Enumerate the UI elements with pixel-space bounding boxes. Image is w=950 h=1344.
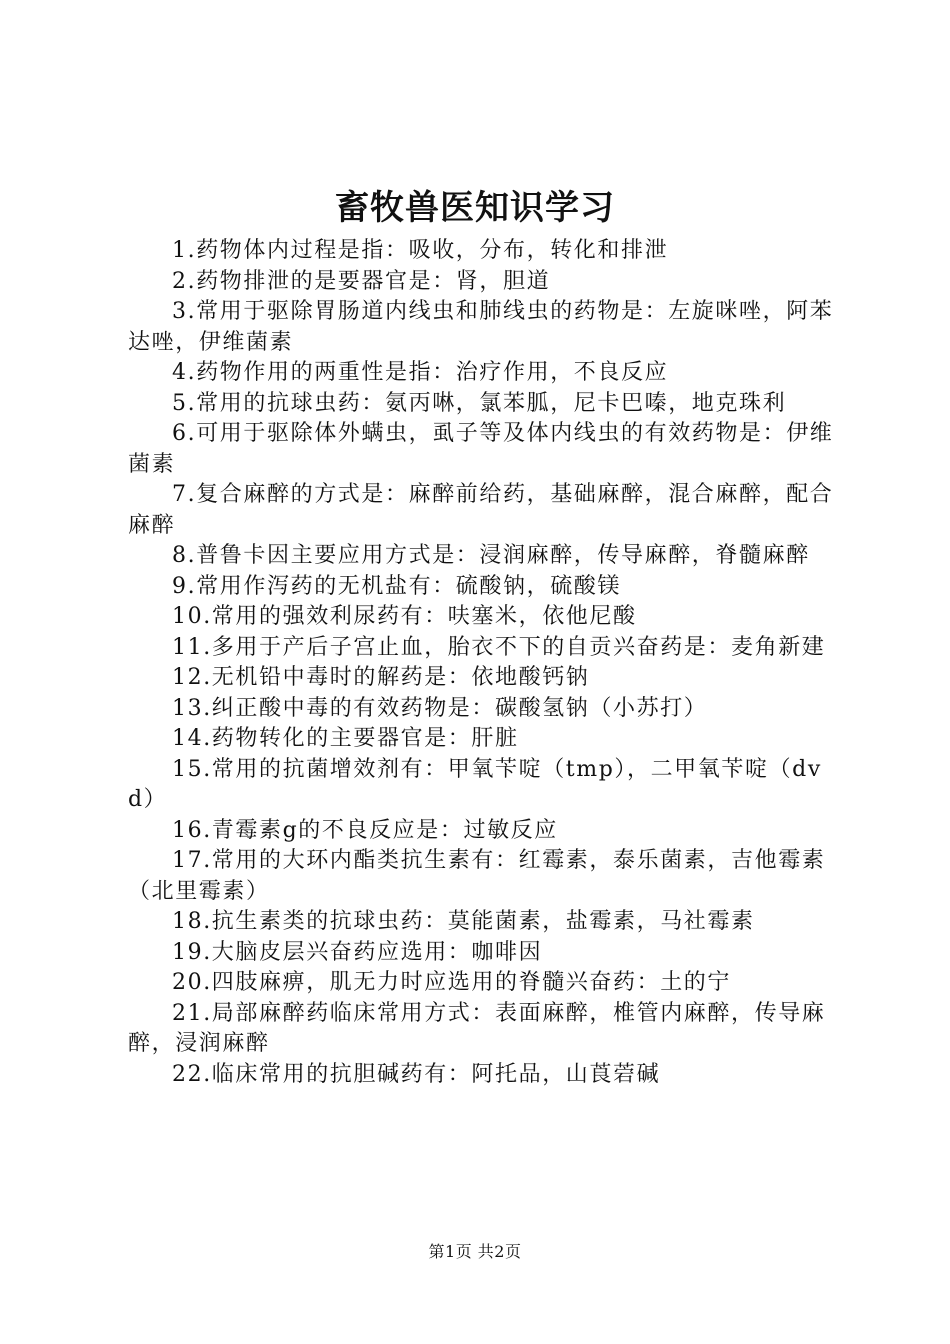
list-item: 11.多用于产后子宫止血，胎衣不下的自贡兴奋药是：麦角新建 <box>172 634 826 660</box>
list-item: 6.可用于驱除体外螨虫，虱子等及体内线虫的有效药物是：伊维菌素 <box>128 421 834 477</box>
list-item: 21.局部麻醉药临床常用方式：表面麻醉，椎管内麻醉，传导麻醉，浸润麻醉 <box>128 1000 826 1056</box>
page-title: 畜牧兽医知识学习 <box>335 188 615 228</box>
list-item: 5.常用的抗球虫药：氨丙啉，氯苯胍，尼卡巴嗪，地克珠利 <box>172 390 787 416</box>
list-item: 9.常用作泻药的无机盐有：硫酸钠，硫酸镁 <box>172 573 621 599</box>
list-item: 22.临床常用的抗胆碱药有：阿托品，山莨菪碱 <box>172 1061 661 1087</box>
list-item: 13.纠正酸中毒的有效药物是：碳酸氢钠（小苏打） <box>172 695 708 721</box>
list-item: 14.药物转化的主要器官是：肝脏 <box>172 726 519 751</box>
document-body <box>128 236 840 1090</box>
list-item: 17.常用的大环内酯类抗生素有：红霉素，泰乐菌素，吉他霉素（北里霉素） <box>128 848 826 904</box>
list-item: 2.药物排泄的是要器官是：肾，胆道 <box>172 268 551 294</box>
list-item: 12.无机铅中毒时的解药是：依地酸钙钠 <box>172 665 590 690</box>
page-indicator: 第1页 共2页 <box>428 1242 522 1261</box>
list-item: 19.大脑皮层兴奋药应选用：咖啡因 <box>172 939 543 965</box>
list-item: 7.复合麻醉的方式是：麻醉前给药，基础麻醉，混合麻醉，配合麻醉 <box>128 482 834 538</box>
list-item: 8.普鲁卡因主要应用方式是：浸润麻醉，传导麻醉，脊髓麻醉 <box>172 543 810 568</box>
list-item: 16.青霉素g的不良反应是：过敏反应 <box>172 817 558 843</box>
list-item: 18.抗生素类的抗球虫药：莫能菌素，盐霉素，马社霉素 <box>172 909 755 934</box>
list-item: 10.常用的强效利尿药有：呋塞米，依他尼酸 <box>172 604 637 629</box>
list-item: 1.药物体内过程是指：吸收，分布，转化和排泄 <box>172 238 669 263</box>
list-item: 15.常用的抗菌增效剂有：甲氧苄啶（tmp），二甲氧苄啶（dvd） <box>128 756 822 812</box>
list-item: 20.四肢麻痹，肌无力时应选用的脊髓兴奋药：土的宁 <box>172 970 731 995</box>
list-item: 4.药物作用的两重性是指：治疗作用，不良反应 <box>172 360 669 385</box>
list-item: 3.常用于驱除胃肠道内线虫和肺线虫的药物是：左旋咪唑，阿苯达唑，伊维菌素 <box>128 299 834 355</box>
